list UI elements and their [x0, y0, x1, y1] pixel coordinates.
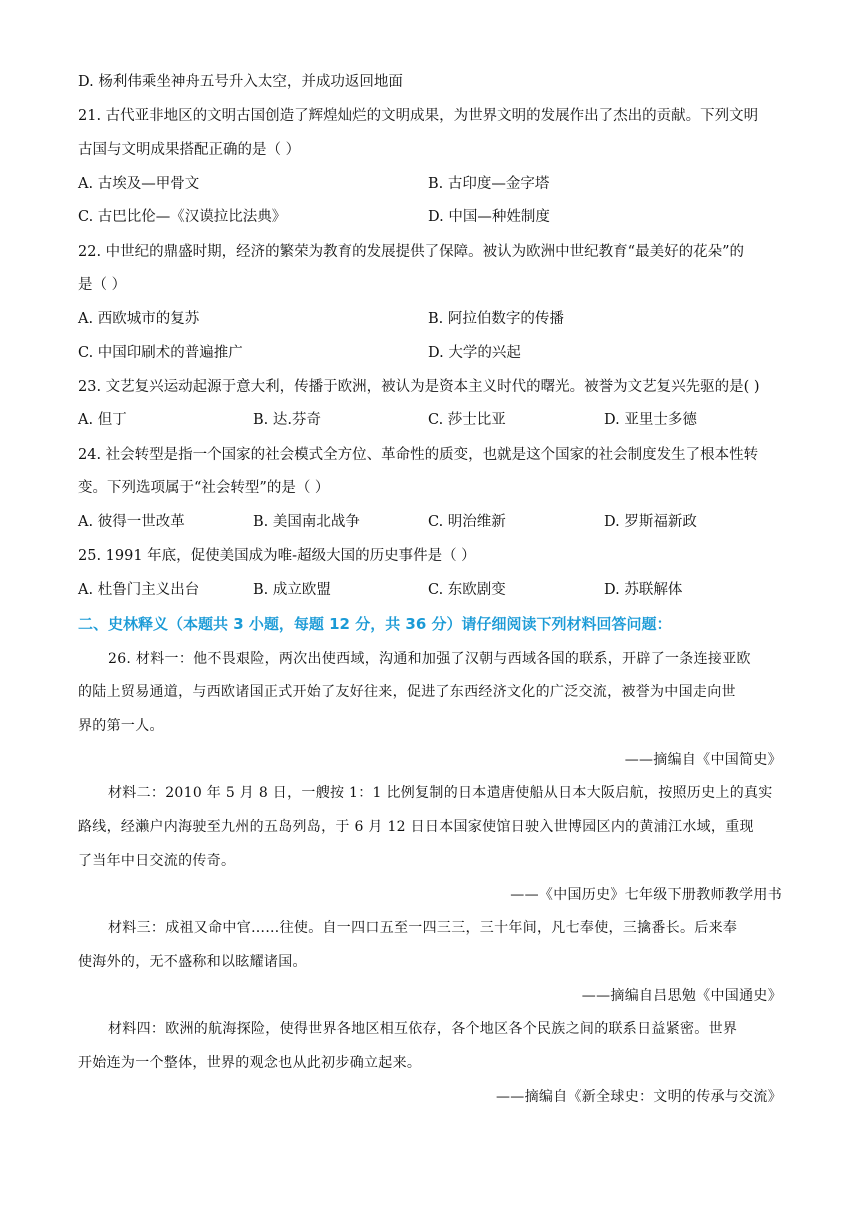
q26-material4-line2: 开始连为一个整体，世界的观念也从此初步确立起来。 [78, 1055, 422, 1071]
q26-material1-source: ——摘编自《中国简史》 [624, 752, 782, 768]
q26-material3-line2: 使海外的，无不盛称和以眩耀诸国。 [78, 954, 307, 970]
q22-option-a: A. 西欧城市的复苏 [78, 311, 200, 327]
q26-material4-source: ——摘编自《新全球史：文明的传承与交流》 [496, 1089, 782, 1105]
q22-option-d: D. 大学的兴起 [428, 345, 521, 361]
q23-option-b: B. 达.芬奇 [253, 412, 321, 428]
q21-option-d: D. 中国—种姓制度 [428, 209, 550, 225]
q21-stem-line2: 古国与文明成果搭配正确的是（ ） [78, 142, 301, 158]
q25-option-a: A. 杜鲁门主义出台 [78, 582, 200, 598]
q22-option-c: C. 中国印刷术的普遍推广 [78, 345, 243, 361]
q26-material1-line3: 界的第一人。 [78, 718, 164, 734]
q25-option-c: C. 东欧剧变 [428, 582, 506, 598]
q24-stem-line2: 变。下列选项属于“社会转型”的是（ ） [78, 480, 330, 496]
section-2-heading: 二、史林释义（本题共 3 小题，每题 12 分，共 36 分）请仔细阅读下列材料回答问题： [78, 615, 672, 633]
q26-material2-line3: 了当年中日交流的传奇。 [78, 853, 236, 869]
q25-stem-line1: 25. 1991 年底，促使美国成为唯-超级大国的历史事件是（ ） [78, 548, 476, 564]
q25-option-b: B. 成立欧盟 [253, 582, 331, 598]
q22-option-b: B. 阿拉伯数字的传播 [428, 311, 564, 327]
q23-stem-line1: 23. 文艺复兴运动起源于意大利，传播于欧洲，被认为是资本主义时代的曙光。被誉为文艺复兴先驱的是( ) [78, 379, 760, 395]
q23-option-a: A. 但丁 [78, 412, 127, 428]
q24-option-c: C. 明治维新 [428, 514, 506, 530]
q23-option-c: C. 莎士比亚 [428, 412, 506, 428]
q26-material4-line1: 材料四：欧洲的航海探险，使得世界各地区相互依存，各个地区各个民族之间的联系日益紧密。世界 [108, 1021, 738, 1037]
q24-stem-line1: 24. 社会转型是指一个国家的社会模式全方位、革命性的质变，也就是这个国家的社会制度发生了根本性转 [78, 447, 759, 463]
q21-option-c: C. 古巴比伦—《汉谟拉比法典》 [78, 209, 287, 225]
q26-material2-line2: 路线，经濑户内海驶至九州的五岛列岛，于 6 月 12 日日本国家使馆日驶入世博园区内的黄浦江水域，重现 [78, 819, 754, 835]
q22-stem-line1: 22. 中世纪的鼎盛时期，经济的繁荣为教育的发展提供了保障。被认为欧洲中世纪教育“最美好的花朵”的 [78, 244, 744, 260]
q26-material2-line1: 材料二：2010 年 5 月 8 日，一艘按 1：1 比例复制的日本遣唐使船从日本大阪启航，按照历史上的真实 [108, 785, 773, 801]
q26-material1-line2: 的陆上贸易通道，与西欧诸国正式开始了友好往来，促进了东西经济文化的广泛交流，被誉为中国走向世 [78, 684, 736, 700]
q26-material1-line1: 26. 材料一：他不畏艰险，两次出使西域，沟通和加强了汉朝与西域各国的联系，开辟了一条连接亚欧 [108, 651, 751, 667]
q24-option-a: A. 彼得一世改革 [78, 514, 185, 530]
q24-option-d: D. 罗斯福新政 [604, 514, 697, 530]
q25-option-d: D. 苏联解体 [604, 582, 683, 598]
q26-material3-line1: 材料三：成祖又命中官……往使。自一四口五至一四三三，三十年间，凡七奉使，三擒番长。后来奉 [108, 920, 738, 936]
q20-option-d: D. 杨利伟乘坐神舟五号升入太空，并成功返回地面 [78, 74, 403, 90]
q22-stem-line2: 是（ ） [78, 277, 127, 293]
q21-option-b: B. 古印度—金字塔 [428, 176, 550, 192]
q21-option-a: A. 古埃及—甲骨文 [78, 176, 200, 192]
q24-option-b: B. 美国南北战争 [253, 514, 360, 530]
q26-material2-source: ——《中国历史》七年级下册教师教学用书 [510, 887, 782, 903]
q23-option-d: D. 亚里士多德 [604, 412, 697, 428]
q21-stem-line1: 21. 古代亚非地区的文明古国创造了辉煌灿烂的文明成果，为世界文明的发展作出了杰出的贡献。下列文明 [78, 108, 759, 124]
q26-material3-source: ——摘编自吕思勉《中国通史》 [581, 988, 782, 1004]
